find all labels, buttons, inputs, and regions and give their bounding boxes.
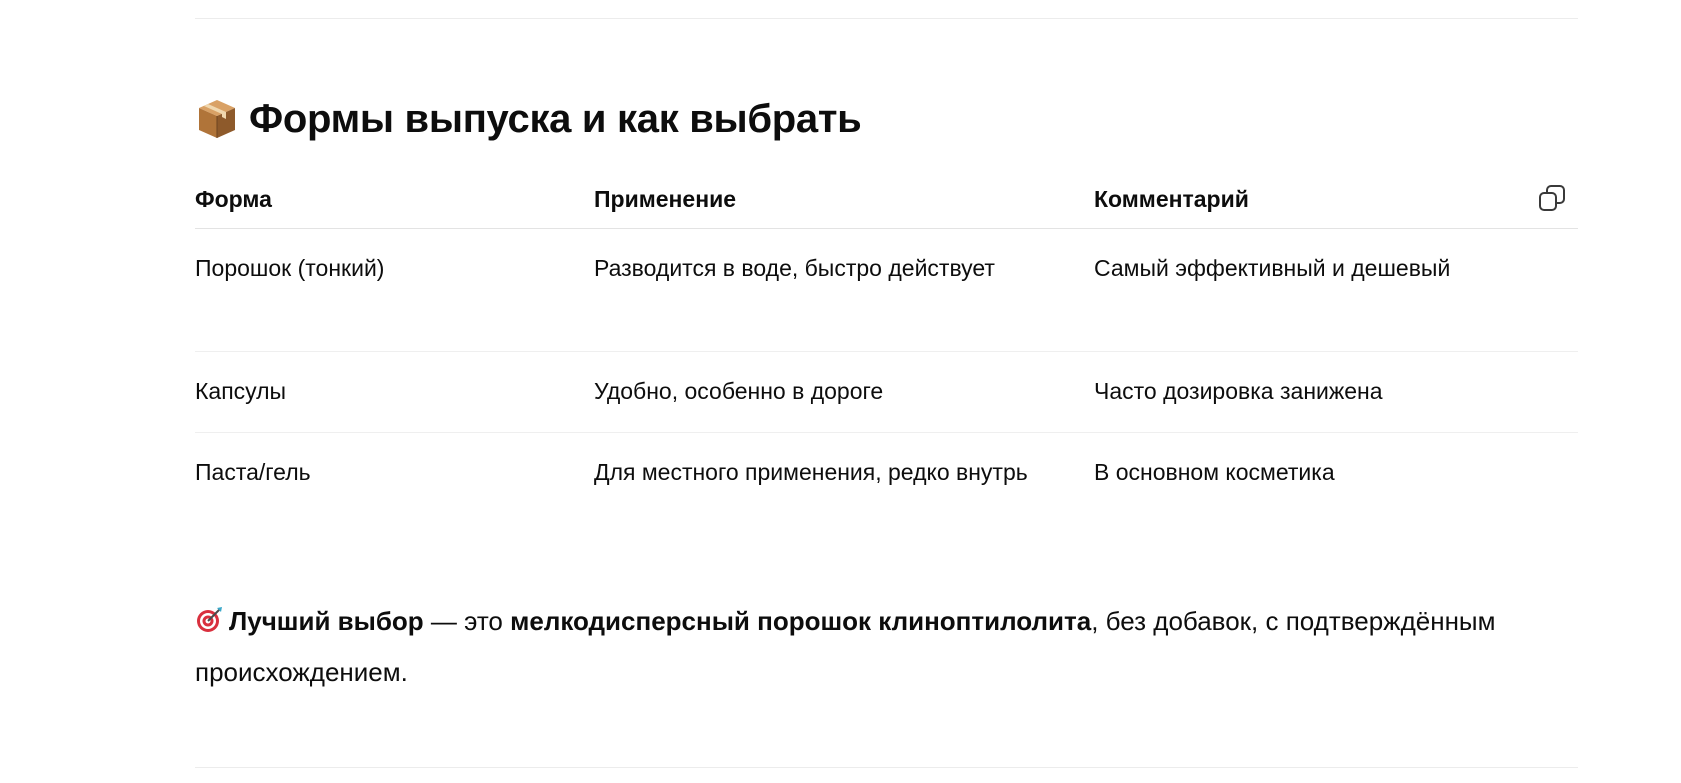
summary-connector: — это bbox=[423, 606, 511, 636]
table-cell: Капсулы bbox=[195, 378, 287, 404]
summary-best-choice: Лучший выбор bbox=[229, 606, 424, 636]
table-cell: Для местного применения, редко внутрь bbox=[594, 459, 1028, 485]
summary-tail: , без добавок, с подтверждённым происхождением. bbox=[195, 606, 1496, 687]
section-title: Формы выпуска и как выбрать bbox=[249, 96, 862, 141]
target-icon bbox=[195, 600, 223, 628]
summary-paragraph bbox=[195, 596, 1578, 698]
table-row bbox=[195, 433, 1578, 555]
section-divider-top bbox=[195, 18, 1578, 19]
table-cell: Паста/гель bbox=[195, 459, 311, 485]
summary-product: мелкодисперсный порошок клиноптилолита bbox=[510, 606, 1092, 636]
section-divider-bottom bbox=[195, 767, 1578, 768]
copy-icon bbox=[1537, 183, 1567, 213]
table-row bbox=[195, 352, 1578, 433]
table-cell: Удобно, особенно в дороге bbox=[594, 378, 884, 404]
table-cell: Порошок (тонкий) bbox=[195, 255, 385, 281]
column-header-form: Форма bbox=[195, 186, 272, 212]
table-cell: В основном косметика bbox=[1094, 459, 1335, 485]
column-header-usage: Применение bbox=[594, 186, 737, 212]
table-cell: Самый эффективный и дешевый bbox=[1094, 255, 1451, 281]
section-heading bbox=[195, 92, 861, 146]
copy-table-button[interactable] bbox=[1534, 180, 1570, 216]
forms-table bbox=[195, 170, 1578, 555]
column-header-comment: Комментарий bbox=[1094, 186, 1249, 212]
table-header bbox=[195, 170, 1578, 229]
table-cell: Разводится в воде, быстро действует bbox=[594, 255, 995, 281]
table-cell: Часто дозировка занижена bbox=[1094, 378, 1383, 404]
package-icon bbox=[195, 97, 239, 141]
table-row bbox=[195, 229, 1578, 352]
